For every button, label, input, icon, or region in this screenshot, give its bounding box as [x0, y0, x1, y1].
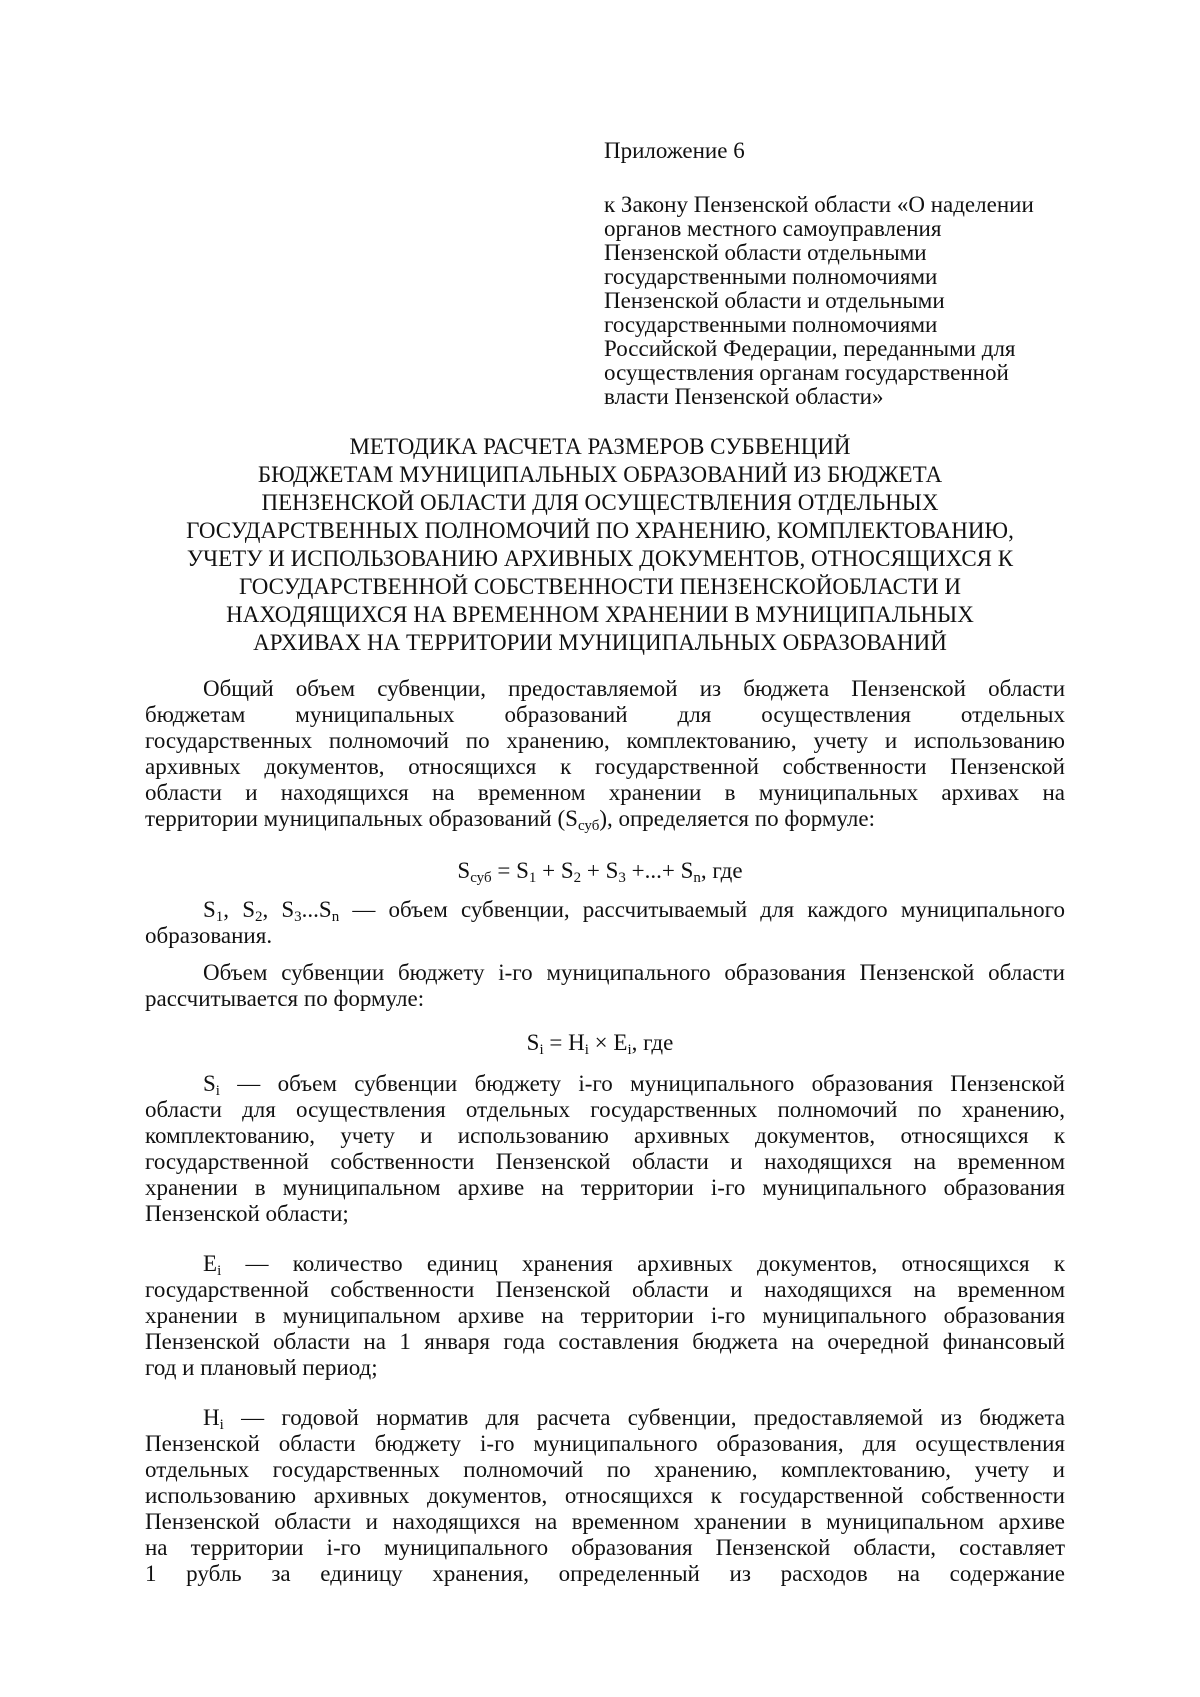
text-line: $S_i$ — объем субвенции бюджету i-го муниципального образования Пензенской: [203, 1071, 1065, 1099]
title-line: БЮДЖЕТАМ МУНИЦИПАЛЬНЫХ ОБРАЗОВАНИЙ ИЗ БЮДЖЕТА: [257, 462, 943, 487]
paragraph-total-subvention: [145, 676, 1065, 832]
annex-reference: [604, 193, 1074, 409]
text-line: Пензенской области на 1 января года составления бюджета на очередной финансовый: [145, 1329, 1065, 1354]
title-line: НАХОДЯЩИХСЯ НА ВРЕМЕННОМ ХРАНЕНИИ В МУНИЦИПАЛЬНЫХ: [226, 602, 974, 627]
title-line: ГОСУДАРСТВЕННЫХ ПОЛНОМОЧИЙ ПО ХРАНЕНИЮ, КОМПЛЕКТОВАНИЮ,: [186, 518, 1014, 543]
text-line: $H_i$ — годовой норматив для расчета субвенции, предоставляемой из бюджета: [203, 1405, 1065, 1433]
text-line: 1 рубль за единицу хранения, определенный из расходов на содержание: [145, 1561, 1065, 1586]
title-line: МЕТОДИКА РАСЧЕТА РАЗМЕРОВ СУБВЕНЦИЙ: [349, 434, 851, 459]
text-line: области и находящихся на временном хранении в муниципальных архивах на: [145, 780, 1065, 805]
formula-total: $S_{суб} = S_1 + S_2 + S_3$ +...+ $S_n$, где: [457, 858, 743, 886]
title-line: УЧЕТУ И ИСПОЛЬЗОВАНИЮ АРХИВНЫХ ДОКУМЕНТОВ, ОТНОСЯЩИХСЯ К: [186, 546, 1014, 571]
annex-reference-line: к Закону Пензенской области «О наделении: [604, 192, 1034, 217]
annex-reference-line: Пензенской области и отдельными: [604, 288, 945, 313]
title-line: АРХИВАХ НА ТЕРРИТОРИИ МУНИЦИПАЛЬНЫХ ОБРАЗОВАНИЙ: [253, 630, 947, 655]
paragraph-s-definition: [145, 897, 1065, 949]
title-line: ГОСУДАРСТВЕННОЙ СОБСТВЕННОСТИ ПЕНЗЕНСКОЙОБЛАСТИ И: [238, 574, 962, 599]
text-line: архивных документов, относящихся к государственной собственности Пензенской: [145, 754, 1065, 779]
text-line: рассчитывается по формуле:: [145, 986, 425, 1011]
paragraph-si-definition: [145, 1071, 1065, 1227]
text-line: области для осуществления отдельных государственных полномочий по хранению,: [145, 1097, 1065, 1122]
text-line: государственной собственности Пензенской области и находящихся на временном: [145, 1149, 1065, 1174]
formula-si: $S_i = H_i \times E_i$, где: [526, 1030, 674, 1058]
text-line: хранении в муниципальном архиве на территории i-го муниципального образования: [145, 1175, 1065, 1200]
text-line: государственной собственности Пензенской области и находящихся на временном: [145, 1277, 1065, 1302]
text-line: на территории i-го муниципального образования Пензенской области, составляет: [145, 1535, 1065, 1560]
annex-reference-line: органов местного самоуправления: [604, 216, 942, 241]
paragraph-si-intro: [145, 960, 1065, 1012]
annex-reference-line: государственными полномочиями: [604, 312, 938, 337]
text-line: Объем субвенции бюджету i-го муниципального образования Пензенской области: [203, 960, 1065, 985]
text-line: $S_1$, $S_2$, $S_3...S_n$ — объем субвенции, рассчитываемый для каждого муниципального: [203, 897, 1065, 925]
text-line: Пензенской области;: [145, 1201, 349, 1226]
annex-reference-line: осуществления органам государственной: [604, 360, 1009, 385]
text-line: государственных полномочий по хранению, комплектованию, учету и использованию: [145, 728, 1065, 753]
annex-reference-line: власти Пензенской области»: [604, 384, 884, 409]
text-line: Пензенской области и находящихся на временном хранении в муниципальном архиве: [145, 1509, 1065, 1534]
text-line: бюджетам муниципальных образований для осуществления отдельных: [145, 702, 1065, 727]
document-title: [130, 433, 1070, 657]
annex-reference-line: Российской Федерации, переданными для: [604, 336, 1016, 361]
paragraph-ei-definition: [145, 1251, 1065, 1381]
annex-number: Приложение 6: [604, 138, 745, 163]
paragraph-hi-definition: [145, 1405, 1065, 1587]
title-line: ПЕНЗЕНСКОЙ ОБЛАСТИ ДЛЯ ОСУЩЕСТВЛЕНИЯ ОТДЕЛЬНЫХ: [261, 490, 939, 515]
text-line: комплектованию, учету и использованию архивных документов, относящихся к: [145, 1123, 1065, 1148]
annex-reference-line: государственными полномочиями: [604, 264, 938, 289]
text-line: образования.: [145, 923, 273, 948]
text-line: Общий объем субвенции, предоставляемой из бюджета Пензенской области: [203, 676, 1065, 701]
text-line: год и плановый период;: [145, 1355, 378, 1380]
text-line: использованию архивных документов, относящихся к государственной собственности: [145, 1483, 1065, 1508]
annex-reference-line: Пензенской области отдельными: [604, 240, 927, 265]
text-line: территории муниципальных образований $(S_{суб})$, определяется по формуле:: [145, 806, 875, 834]
text-line: отдельных государственных полномочий по хранению, комплектованию, учету и: [145, 1457, 1065, 1482]
text-line: $E_i$ — количество единиц хранения архивных документов, относящихся к: [203, 1251, 1065, 1279]
text-line: Пензенской области бюджету i-го муниципального образования, для осуществления: [145, 1431, 1065, 1456]
text-line: хранении в муниципальном архиве на территории i-го муниципального образования: [145, 1303, 1065, 1328]
